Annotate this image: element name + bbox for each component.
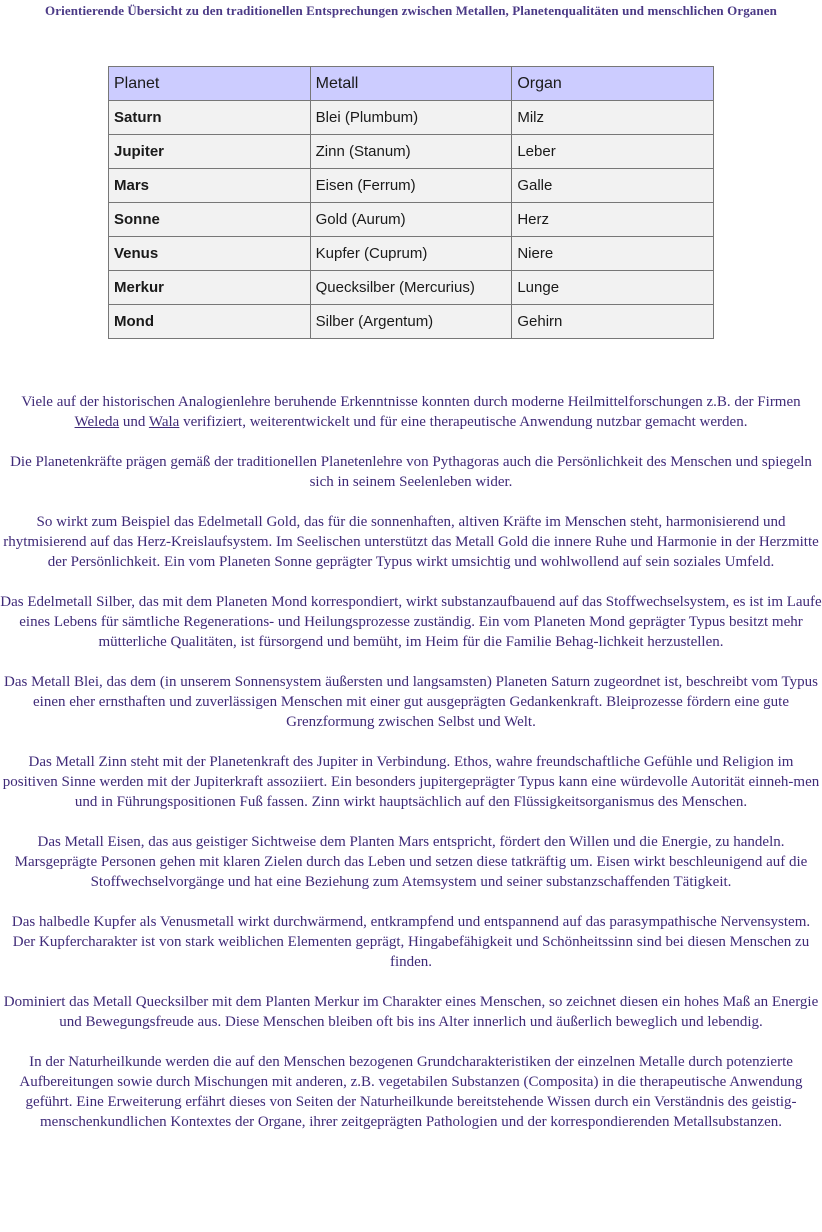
table-row xyxy=(109,203,714,237)
metal-cell: Kupfer (Cuprum) xyxy=(310,237,512,271)
intro-paragraph xyxy=(0,392,822,432)
table-row xyxy=(109,305,714,339)
table-row xyxy=(109,169,714,203)
table-row xyxy=(109,101,714,135)
metal-cell: Quecksilber (Mercurius) xyxy=(310,271,512,305)
column-header-planet: Planet xyxy=(109,67,311,101)
metal-cell: Gold (Aurum) xyxy=(310,203,512,237)
column-header-metal: Metall xyxy=(310,67,512,101)
wala-link[interactable]: Wala xyxy=(148,414,180,430)
organ-cell: Lunge xyxy=(512,271,714,305)
planet-cell: Sonne xyxy=(109,203,311,237)
paragraph-mercury: Dominiert das Metall Quecksilber mit dem Planten Merkur im Charakter eines Menschen, so zeichnet diesen ein hohes Maß an Energie und Bewegungsfreude aus. Diese Menschen bleiben oft bis ins Alter innerlich und äußerlich beweglich und lebendig. xyxy=(3,994,819,1030)
metal-cell: Zinn (Stanum) xyxy=(310,135,512,169)
intro-text-before: Viele auf der historischen Analogienlehre beruhende Erkenntnisse konnten durch moderne Heilmittelforschungen z.B. der Firmen xyxy=(21,394,801,410)
paragraph-gold: So wirkt zum Beispiel das Edelmetall Gold, das für die sonnenhaften, altiven Kräfte im Menschen steht, harmonisierend und rhytmisierend auf das Herz-Kreislaufsystem. Im Seelischen unterstützt das Metall Gold die innere Ruhe und Harmonie in der Herzmitte der Persönlichkeit. Ein vom Planeten Sonne geprägter Typus wirkt umsichtig und wohlwollend auf sein soziales Umfeld. xyxy=(3,514,819,570)
intro-text-after: verifiziert, weiterentwickelt und für eine therapeutische Anwendung nutzbar gemacht werden. xyxy=(179,414,748,430)
page-title: Orientierende Übersicht zu den traditionellen Entsprechungen zwischen Metallen, Planetenqualitäten und menschlichen Organen xyxy=(45,3,777,18)
organ-cell: Niere xyxy=(512,237,714,271)
paragraph-naturopathy: In der Naturheilkunde werden die auf den Menschen bezogenen Grundcharakteristiken der einzelnen Metalle durch potenzierte Aufbereitungen sowie durch Mischungen mit anderen, z.B. vegetabilen Substanzen (Composita) in die therapeutische Anwendung geführt. Eine Erweiterung erfährt dieses von Seiten der Naturheilkunde bereitstehende Wissen durch ein Verständnis des geistig-menschenkundlichen Kontextes der Organe, ihrer zeitgeprägten Pathologien und der korrespondierenden Metallsubstanzen. xyxy=(19,1054,803,1130)
metal-cell: Eisen (Ferrum) xyxy=(310,169,512,203)
column-header-organ: Organ xyxy=(512,67,714,101)
organ-cell: Leber xyxy=(512,135,714,169)
planet-cell: Saturn xyxy=(109,101,311,135)
paragraph-lead: Das Metall Blei, das dem (in unserem Sonnensystem äußersten und langsamsten) Planeten Saturn zugeordnet ist, beschreibt vom Typus einen eher ernsthaften und zuverlässigen Menschen mit einer gut ausgeprägten Gedankenkraft. Bleiprozesse fördern eine gute Grenzformung zwischen Selbst und Welt. xyxy=(4,674,818,730)
table-header-row xyxy=(109,67,714,101)
correspondence-table xyxy=(108,66,714,339)
planet-cell: Venus xyxy=(109,237,311,271)
paragraph-tin: Das Metall Zinn steht mit der Planetenkraft des Jupiter in Verbindung. Ethos, wahre freundschaftliche Gefühle und Religion im positiven Sinne werden mit der Jupiterkraft assoziiert. Ein besonders jupitergeprägter Typus kann eine würdevolle Autorität einneh-men und in Führungspositionen Fuß fassen. Zinn wirkt hauptsächlich auf den Flüssigkeitsorganismus des Menschen. xyxy=(2,754,820,810)
table-row xyxy=(109,135,714,169)
planet-cell: Mars xyxy=(109,169,311,203)
article-body xyxy=(0,392,822,1152)
planet-cell: Jupiter xyxy=(109,135,311,169)
organ-cell: Galle xyxy=(512,169,714,203)
organ-cell: Milz xyxy=(512,101,714,135)
paragraph-iron: Das Metall Eisen, das aus geistiger Sichtweise dem Planten Mars entspricht, fördert den Willen und die Energie, zu handeln. Marsgeprägte Personen gehen mit klaren Zielen durch das Leben und setzen diese tatkräftig um. Eisen wirkt beschleunigend auf die Stoffwechselvorgänge und hat eine Beziehung zum Atemsystem und seiner substanzschaffenden Tätigkeit. xyxy=(14,834,808,890)
weleda-link[interactable]: Weleda xyxy=(74,414,120,430)
metal-cell: Silber (Argentum) xyxy=(310,305,512,339)
paragraph-silver: Das Edelmetall Silber, das mit dem Planeten Mond korrespondiert, wirkt substanzaufbauend auf das Stoffwechselsystem, es ist im Laufe eines Lebens für sämtliche Regenerations- und Heilungsprozesse zuständig. Ein vom Planeten Mond geprägter Typus besitzt mehr mütterliche Qualitäten, ist fürsorgend und bemüht, im Heim für die Familie Behag-lichkeit herzustellen. xyxy=(0,594,822,650)
paragraph-copper: Das halbedle Kupfer als Venusmetall wirkt durchwärmend, entkrampfend und entspannend auf das parasympathische Nervensystem. Der Kupfercharakter ist von stark weiblichen Elementen geprägt, Hingabefähigkeit und Schönheitssinn sind bei diesen Menschen zu finden. xyxy=(11,914,811,970)
table-row xyxy=(109,237,714,271)
metal-cell: Blei (Plumbum) xyxy=(310,101,512,135)
planet-cell: Mond xyxy=(109,305,311,339)
table-row xyxy=(109,271,714,305)
paragraph-planetary-forces: Die Planetenkräfte prägen gemäß der traditionellen Planetenlehre von Pythagoras auch die Persönlichkeit des Menschen und spiegeln sich in seinem Seelenleben wider. xyxy=(10,454,812,490)
organ-cell: Gehirn xyxy=(512,305,714,339)
planet-cell: Merkur xyxy=(109,271,311,305)
intro-text-middle: und xyxy=(119,414,149,430)
organ-cell: Herz xyxy=(512,203,714,237)
